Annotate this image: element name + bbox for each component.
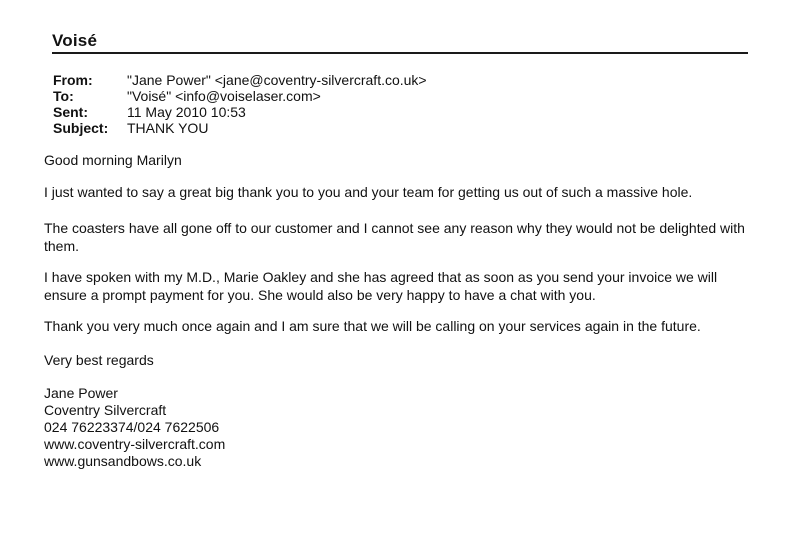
email-header-block [53,72,427,136]
subject-label: Subject: [53,120,109,136]
from-label: From: [53,72,93,88]
sent-label: Sent: [53,104,88,120]
signature-website-link[interactable]: www.gunsandbows.co.uk [44,453,202,469]
letterhead-rule [52,52,748,54]
paragraph-thanks: I just wanted to say a great big thank you to you and your team for getting us out of such a massive hole. [44,184,693,200]
sent-value: 11 May 2010 10:53 [127,104,246,120]
subject-row [53,120,427,136]
greeting: Good morning Marilyn [44,152,182,168]
signature-website-link[interactable]: www.coventry-silvercraft.com [44,436,226,452]
to-row [53,88,427,104]
sent-row [53,104,427,120]
paragraph-invoice: I have spoken with my M.D., Marie Oakley and she has agreed that as soon as you send your invoice we will ensure a prompt payment for you. She would also be very happy to have a chat with you. [44,269,718,303]
signature-block [44,385,225,470]
signature-name: Jane Power [44,385,118,401]
signature-company: Coventry Silvercraft [44,402,167,418]
from-row [53,72,427,88]
letterhead-brand: Voisé [52,31,98,50]
from-value: "Jane Power" <jane@coventry-silvercraft.co.uk> [127,72,427,88]
closing: Very best regards [44,352,154,368]
subject-value: THANK YOU [127,120,209,136]
paragraph-coasters: The coasters have all gone off to our customer and I cannot see any reason why they would not be delighted with them. [44,220,745,254]
signature-phone: 024 76223374/024 7622506 [44,419,220,435]
to-value: "Voisé" <info@voiselaser.com> [127,88,321,104]
to-label: To: [53,88,74,104]
paragraph-future: Thank you very much once again and I am sure that we will be calling on your services again in the future. [44,318,701,334]
